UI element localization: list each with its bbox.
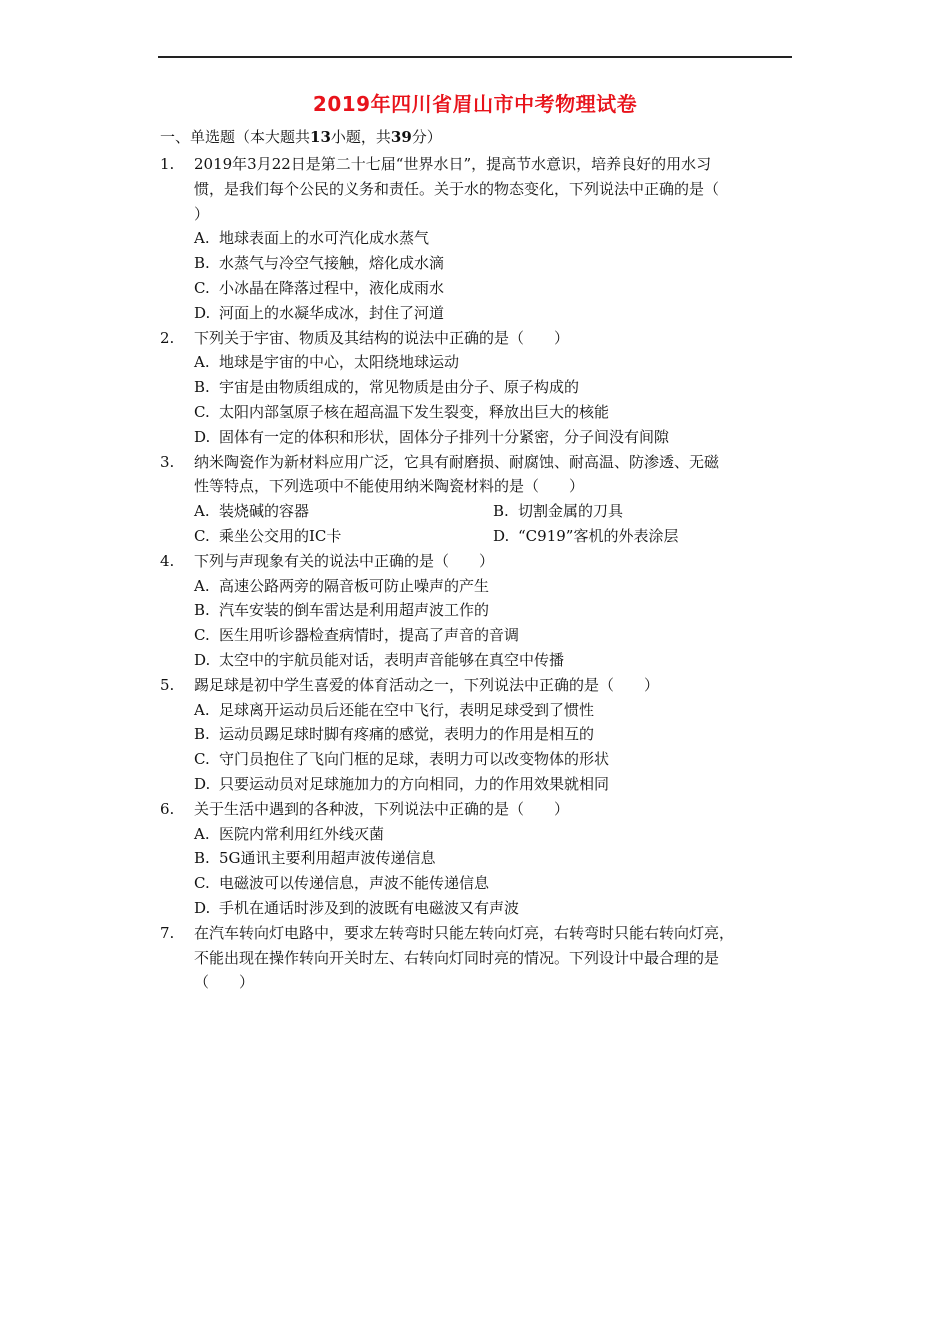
question-3 (160, 450, 792, 500)
option-text: 固体有一定的体积和形状，固体分子排列十分紧密，分子间没有间隙 (219, 427, 670, 446)
question-text-line: 在汽车转向灯电路中，要求左转弯时只能左转向灯亮，右转弯时只能右转向灯亮， (194, 923, 735, 942)
question-text-line: 下列关于宇宙、物质及其结构的说法中正确的是（ ） (194, 328, 570, 347)
option-c (160, 747, 792, 772)
option-c (160, 276, 792, 301)
option-text: 只要运动员对足球施加力的方向相同，力的作用效果就相同 (219, 774, 610, 793)
option-b (160, 251, 792, 276)
option-c (194, 524, 493, 549)
option-a (160, 698, 792, 723)
option-letter: A. (194, 353, 210, 372)
option-text: 汽车安装的倒车雷达是利用超声波工作的 (219, 601, 490, 620)
option-d (160, 301, 792, 326)
question-text-line: 不能出现在操作转向开关时左、右转向灯同时亮的情况。下列设计中最合理的是 (194, 948, 720, 967)
option-text: 地球表面上的水可汽化成水蒸气 (219, 229, 430, 248)
section-count: 13 (310, 128, 331, 146)
option-d (493, 524, 792, 549)
section-prefix: 一、单选题（本大题共 (160, 128, 311, 146)
option-text: 河面上的水凝华成冰，封住了河道 (219, 303, 445, 322)
option-row (160, 524, 792, 549)
question-text-line: 踢足球是初中学生喜爱的体育活动之一，下列说法中正确的是（ ） (194, 675, 660, 694)
option-a (194, 499, 493, 524)
question-list (160, 152, 792, 995)
option-text: 医生用听诊器检查病情时，提高了声音的音调 (219, 626, 520, 645)
option-text: 高速公路两旁的隔音板可防止噪声的产生 (219, 576, 490, 595)
question-6 (160, 797, 792, 822)
option-letter: B. (493, 502, 509, 521)
question-number: 4. (160, 551, 175, 570)
section-suffix: 分） (411, 128, 442, 146)
option-a (160, 822, 792, 847)
question-text-line: 关于生活中遇到的各种波，下列说法中正确的是（ ） (194, 799, 570, 818)
question-text-line: （ ） (194, 973, 255, 992)
option-text: 5G通讯主要利用超声波传递信息 (219, 849, 436, 868)
option-d (160, 425, 792, 450)
option-text: 太阳内部氢原子核在超高温下发生裂变，释放出巨大的核能 (219, 402, 610, 421)
question-5 (160, 673, 792, 698)
option-b (493, 499, 792, 524)
question-number: 1. (160, 155, 175, 173)
option-letter: B. (194, 849, 210, 868)
option-letter: D. (194, 650, 211, 669)
question-2 (160, 326, 792, 351)
question-number: 5. (160, 675, 175, 694)
question-text-line: 纳米陶瓷作为新材料应用广泛，它具有耐磨损、耐腐蚀、耐高温、防渗透、无磁 (194, 452, 720, 471)
option-b (160, 598, 792, 623)
question-number: 3. (160, 452, 175, 471)
question-number: 6. (160, 799, 175, 818)
option-letter: C. (194, 526, 210, 545)
option-d (160, 772, 792, 797)
section-mid: 小题，共 (330, 128, 391, 146)
option-c (160, 400, 792, 425)
option-letter: D. (194, 774, 211, 793)
option-letter: B. (194, 601, 210, 620)
option-text: 乘坐公交用的IC卡 (219, 526, 342, 545)
option-d (160, 648, 792, 673)
option-d (160, 896, 792, 921)
option-letter: A. (194, 700, 210, 719)
header-rule (158, 56, 792, 58)
option-letter: B. (194, 378, 210, 397)
option-letter: C. (194, 278, 210, 297)
section-heading (160, 126, 442, 147)
option-letter: D. (493, 526, 510, 545)
question-7 (160, 921, 792, 995)
question-number: 7. (160, 923, 175, 942)
option-text: 切割金属的刀具 (518, 502, 624, 521)
option-text: 装烧碱的容器 (219, 502, 310, 521)
option-b (160, 846, 792, 871)
option-a (160, 350, 792, 375)
question-text-line: 性等特点，下列选项中不能使用纳米陶瓷材料的是（ ） (194, 477, 585, 496)
option-c (160, 623, 792, 648)
option-letter: B. (194, 254, 210, 273)
option-letter: D. (194, 898, 211, 917)
option-text: 水蒸气与冷空气接触，熔化成水滴 (219, 254, 445, 273)
option-letter: A. (194, 824, 210, 843)
option-letter: A. (194, 502, 210, 521)
option-text: 电磁波可以传递信息，声波不能传递信息 (219, 874, 490, 893)
option-letter: C. (194, 750, 210, 769)
option-letter: D. (194, 303, 211, 322)
option-letter: D. (194, 427, 211, 446)
option-text: 足球离开运动员后还能在空中飞行，表明足球受到了惯性 (219, 700, 595, 719)
option-text: 小冰晶在降落过程中，液化成雨水 (219, 278, 445, 297)
page-title: 2019年四川省眉山市中考物理试卷 (312, 92, 638, 116)
option-letter: A. (194, 229, 210, 248)
section-score: 39 (390, 128, 412, 146)
question-4 (160, 549, 792, 574)
question-text-line: 下列与声现象有关的说法中正确的是（ ） (194, 551, 495, 570)
option-text: 地球是宇宙的中心，太阳绕地球运动 (219, 353, 460, 372)
question-1 (160, 152, 792, 226)
option-a (160, 574, 792, 599)
option-letter: A. (194, 576, 210, 595)
question-text-line: 2019年3月22日是第二十七届“世界水日”，提高节水意识，培养良好的用水习 (194, 155, 712, 173)
option-letter: B. (194, 725, 210, 744)
question-number: 2. (160, 328, 175, 347)
question-text-line: ） (194, 204, 210, 223)
option-letter: C. (194, 626, 210, 645)
option-a (160, 226, 792, 251)
option-b (160, 722, 792, 747)
option-text: “C919”客机的外表涂层 (518, 526, 679, 545)
option-text: 医院内常利用红外线灭菌 (219, 824, 385, 843)
option-c (160, 871, 792, 896)
option-letter: C. (194, 874, 210, 893)
option-text: 运动员踢足球时脚有疼痛的感觉，表明力的作用是相互的 (219, 725, 595, 744)
question-text-line: 惯，是我们每个公民的义务和责任。关于水的物态变化，下列说法中正确的是（ (194, 179, 720, 198)
option-letter: C. (194, 402, 210, 421)
option-row (160, 499, 792, 524)
option-b (160, 375, 792, 400)
option-text: 宇宙是由物质组成的，常见物质是由分子、原子构成的 (219, 378, 580, 397)
option-text: 太空中的宇航员能对话，表明声音能够在真空中传播 (219, 650, 565, 669)
option-text: 守门员抱住了飞向门框的足球，表明力可以改变物体的形状 (219, 750, 610, 769)
option-text: 手机在通话时涉及到的波既有电磁波又有声波 (219, 898, 520, 917)
